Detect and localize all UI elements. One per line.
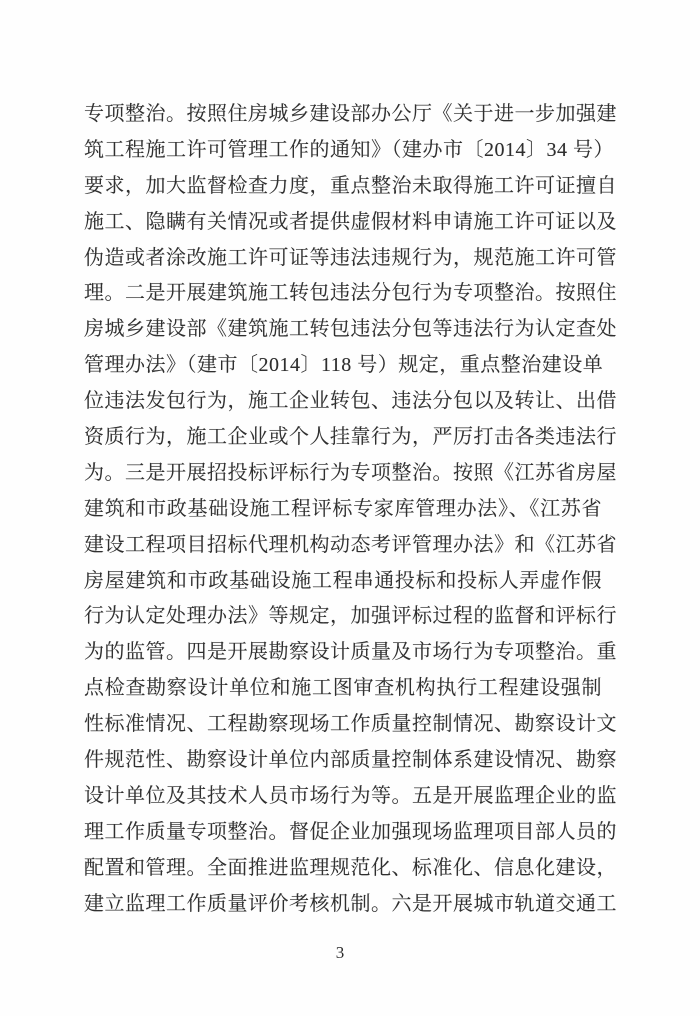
- text-line: 配置和管理。全面推进监理规范化、标准化、信息化建设，: [84, 856, 617, 879]
- text-line: 管理办法》（建市〔2014〕118 号）规定，重点整治建设单: [84, 354, 604, 377]
- document-body-text: [84, 97, 617, 922]
- page-footer: [0, 943, 680, 963]
- text-line: 建筑和市政基础设施工程评标专家库管理办法》、《江苏省: [84, 497, 602, 520]
- text-line: 筑工程施工许可管理工作的通知》（建办市〔2014〕34 号）: [84, 138, 614, 161]
- text-line: 点检查勘察设计单位和施工图审查机构执行工程建设强制: [84, 677, 602, 700]
- text-line: 资质行为，施工企业或个人挂靠行为，严厉打击各类违法行: [84, 426, 617, 449]
- text-line: 行为认定处理办法》等规定，加强评标过程的监督和评标行: [84, 605, 617, 628]
- text-line: 房屋建筑和市政基础设施工程串通投标和投标人弄虚作假: [84, 569, 602, 592]
- text-line: 理工作质量专项整治。督促企业加强现场监理项目部人员的: [84, 820, 617, 843]
- text-line: 建立监理工作质量评价考核机制。六是开展城市轨道交通工: [84, 892, 617, 915]
- text-line: 设计单位及其技术人员市场行为等。五是开展监理企业的监: [84, 784, 617, 807]
- text-line: 专项整治。按照住房城乡建设部办公厅《关于进一步加强建: [84, 103, 617, 125]
- text-line: 为。三是开展招投标评标行为专项整治。按照《江苏省房屋: [84, 461, 617, 484]
- text-line: 伪造或者涂改施工许可证等违法违规行为，规范施工许可管: [84, 246, 617, 269]
- text-line: 施工、隐瞒有关情况或者提供虚假材料申请施工许可证以及: [84, 210, 617, 233]
- text-line: 理。二是开展建筑施工转包违法分包行为专项整治。按照住: [84, 282, 617, 305]
- text-line: 为的监管。四是开展勘察设计质量及市场行为专项整治。重: [84, 641, 617, 664]
- text-line: 房城乡建设部《建筑施工转包违法分包等违法行为认定查处: [84, 318, 617, 341]
- page-number: 3: [335, 943, 345, 962]
- text-line: 件规范性、勘察设计单位内部质量控制体系建设情况、勘察: [84, 749, 617, 772]
- text-line: 位违法发包行为，施工企业转包、违法分包以及转让、出借: [84, 390, 617, 413]
- text-line: 性标准情况、工程勘察现场工作质量控制情况、勘察设计文: [84, 713, 617, 736]
- text-line: 要求，加大监督检查力度，重点整治未取得施工许可证擅自: [84, 174, 617, 197]
- text-line: 建设工程项目招标代理机构动态考评管理办法》和《江苏省: [84, 533, 617, 556]
